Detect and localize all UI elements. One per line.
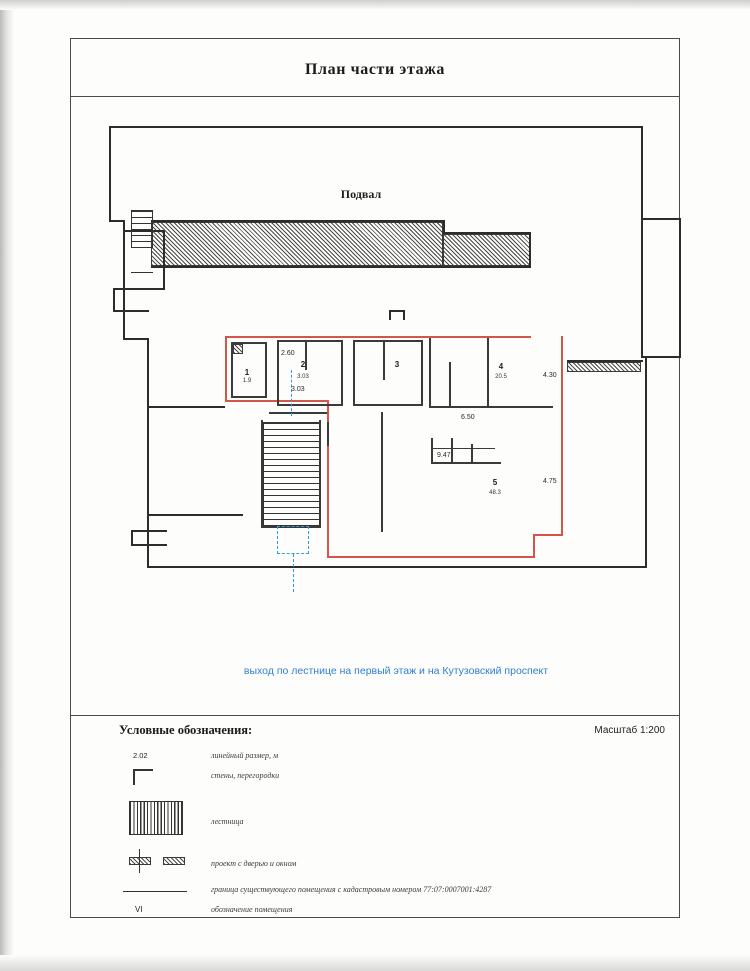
- hatched-block-upper: [151, 222, 443, 266]
- legend-symbol-room-id: VI: [135, 905, 143, 914]
- wall-outer-right-upper: [641, 126, 643, 356]
- legend-text-opening: проект с дверью и окном: [211, 859, 297, 868]
- wall-hall-top: [151, 220, 443, 222]
- door-mark-left: [131, 272, 153, 273]
- scale-label: Масштаб 1:200: [594, 725, 665, 736]
- detail-r5-c: [451, 438, 453, 464]
- wall-outer-bottom: [147, 566, 647, 568]
- wall-room3-right: [421, 340, 423, 406]
- legend-text-room-id: обозначение помещения: [211, 905, 293, 914]
- wall-room4-left: [487, 338, 489, 408]
- boundary-right: [561, 336, 563, 536]
- legend-separator: [71, 715, 679, 716]
- scan-edge-left: [0, 0, 14, 971]
- boundary-top: [225, 336, 531, 338]
- exit-path-line-lower: [293, 554, 294, 592]
- dimension-4-30: 4.30: [543, 372, 557, 379]
- title-band: [71, 39, 679, 97]
- legend-symbol-door-swing: [139, 849, 140, 873]
- hatch-right-band: [567, 362, 641, 372]
- wall-seg-b: [123, 338, 149, 340]
- legend-text-boundary: граница существующего помещения с кадастровым номером 77:07:0007001:4287: [211, 885, 492, 894]
- wall-lower-left-b: [147, 514, 243, 516]
- room-number-3: 3: [394, 360, 400, 369]
- wall-room3-bottom: [353, 404, 423, 406]
- wall-room1-right: [265, 342, 267, 398]
- wall-hall-bottom: [151, 266, 531, 268]
- wall-corridor-left: [327, 422, 329, 446]
- legend-text-wall: стены, перегородки: [211, 771, 280, 780]
- wall-lower-left-e: [131, 544, 167, 546]
- boundary-right-lower-step: [533, 534, 535, 558]
- wall-left-lower: [147, 338, 149, 568]
- wall-right-top-step: [643, 218, 681, 220]
- plan-geometry: [91, 122, 661, 602]
- legend-symbol-wall-right: [163, 857, 185, 865]
- dimension-2-60: 2.60: [281, 350, 295, 357]
- wall-outer-left-upper: [109, 126, 111, 222]
- scan-edge-bottom: [0, 955, 750, 971]
- wall-room2-top: [277, 340, 343, 342]
- wall-room3-split: [383, 340, 385, 380]
- room-number-2: 2: [300, 360, 306, 369]
- wall-outer-top: [109, 126, 643, 128]
- room-area-2: 3.03: [297, 374, 309, 380]
- legend-symbol-boundary-line: [123, 891, 187, 892]
- wall-lower-left-a: [147, 406, 225, 408]
- document-frame: [70, 38, 680, 918]
- wall-lower-left-c: [131, 530, 167, 532]
- wall-hall-right: [529, 234, 531, 268]
- page-title: План части этажа: [304, 61, 445, 78]
- detail-r5-a: [431, 438, 433, 464]
- wall-room3b-bottom: [429, 406, 487, 408]
- legend-title: Условные обозначения:: [119, 723, 253, 737]
- room-area-5: 48.3: [489, 490, 501, 496]
- scan-edge-top: [0, 0, 750, 10]
- wall-far-right: [679, 218, 681, 358]
- small-mark-left: [389, 310, 391, 320]
- hatch-room1-corner: [233, 344, 243, 354]
- wall-hall-step-left: [443, 220, 445, 234]
- room-number-5: 5: [492, 478, 498, 487]
- wall-room3-left: [353, 340, 355, 406]
- wall-corridor-top: [269, 412, 327, 414]
- wall-hall-step-top: [443, 232, 531, 234]
- wall-stair-left: [261, 420, 263, 528]
- wall-left-lower-notch2: [113, 310, 149, 312]
- detail-r5-b: [431, 462, 501, 464]
- dimension-9-47: 9.47: [437, 452, 451, 459]
- wall-left-room-bottom2: [113, 288, 165, 290]
- wall-room4-bottom: [487, 406, 553, 408]
- wall-stair-right: [319, 420, 321, 528]
- exit-path-box: [277, 526, 309, 554]
- floor-label: Подвал: [340, 187, 382, 201]
- wall-right-step: [641, 356, 681, 358]
- legend-symbol-stair-icon: [129, 801, 183, 835]
- wall-room3b-left: [429, 338, 431, 408]
- wall-room3b-inner: [449, 362, 451, 408]
- wall-room3-top: [353, 340, 423, 342]
- room-area-4: 20.5: [495, 374, 507, 380]
- wall-room2-right: [341, 340, 343, 406]
- boundary-left-upper: [225, 336, 227, 402]
- legend-text-dimension: линейный размер, м: [211, 751, 279, 760]
- room-number-4: 4: [498, 362, 504, 371]
- wall-corridor-right: [381, 412, 383, 532]
- wall-outer-right-lower: [645, 356, 647, 568]
- stair-left-upper: [131, 210, 153, 248]
- room-number-1: 1: [244, 368, 250, 377]
- exit-note: выход по лестнице на первый этаж и на Кутузовский проспект: [243, 665, 549, 677]
- legend-text-stair: лестница: [211, 817, 244, 826]
- wall-left-room-right: [163, 230, 165, 290]
- floor-plan-drawing: [71, 97, 681, 715]
- legend-symbol-wall-h: [133, 769, 153, 771]
- wall-room2-left: [277, 340, 279, 406]
- room-area-1: 1.9: [242, 378, 252, 384]
- boundary-bottom-step: [533, 534, 563, 536]
- wall-left-lower-notch: [113, 288, 115, 312]
- legend-symbol-wall-v: [133, 769, 135, 785]
- wall-left-notch: [123, 220, 125, 340]
- dimension-3-03: 3.03: [291, 386, 305, 393]
- wall-room1-bottom: [231, 396, 267, 398]
- detail-r5-e: [431, 448, 495, 449]
- small-mark-right: [403, 310, 405, 320]
- stair-central: [263, 422, 321, 526]
- detail-r5-d: [471, 444, 473, 464]
- hatched-block-upper-right: [443, 234, 531, 266]
- wall-room2-bottom: [277, 404, 343, 406]
- boundary-bottom: [327, 556, 535, 558]
- dimension-6-50: 6.50: [461, 414, 475, 421]
- dimension-4-75: 4.75: [543, 478, 557, 485]
- legend-symbol-dimension: 2.02: [133, 751, 148, 760]
